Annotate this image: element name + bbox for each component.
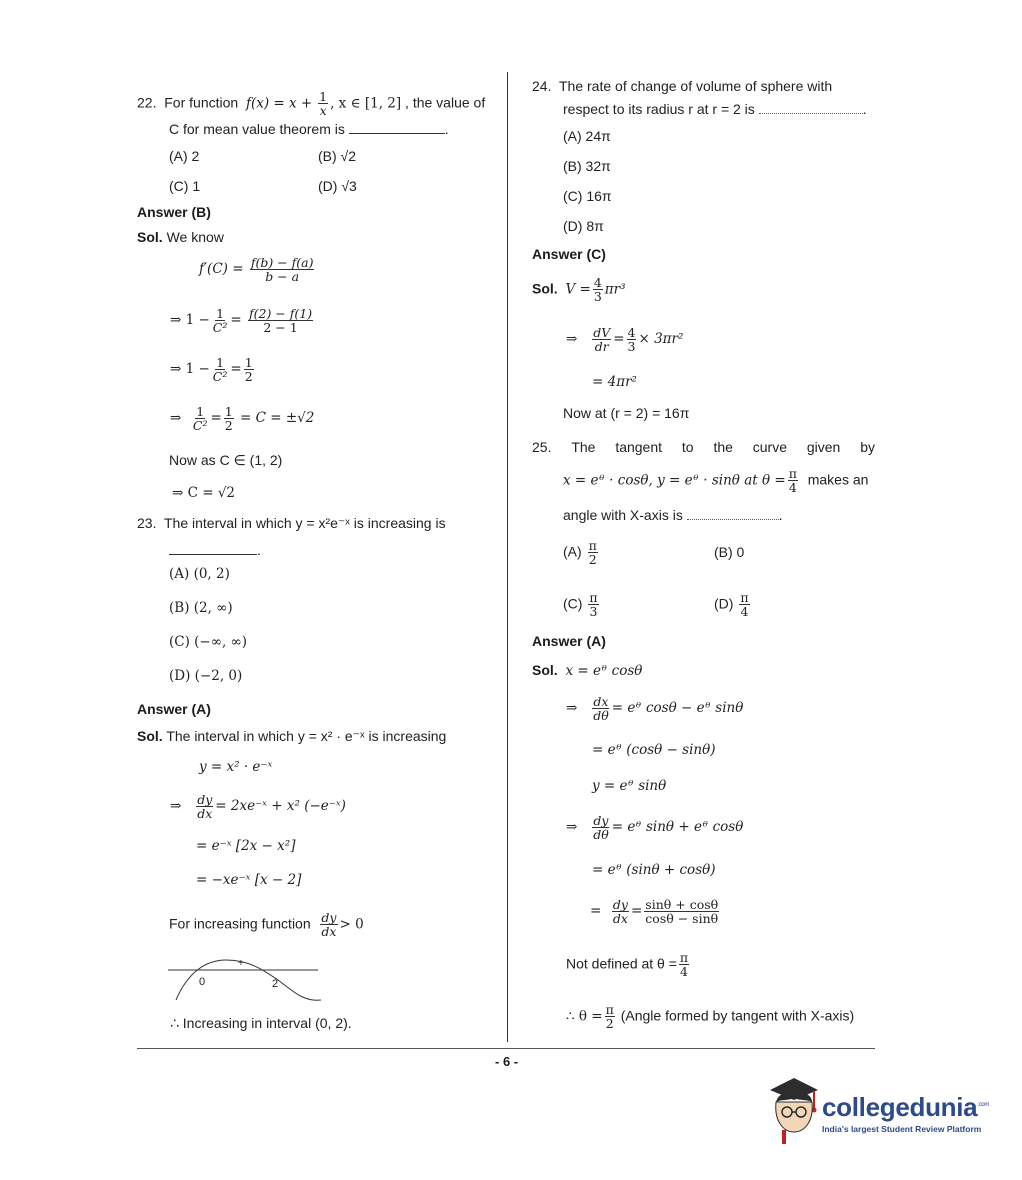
q23-answer: Answer (A): [137, 701, 211, 717]
q23-blank-line: .: [169, 542, 261, 557]
q22-step-3: ⇒ 1 − $\frac{1}{\text{C²}}$ = $\frac{1}{2}$: [170, 355, 253, 385]
q22-line2: C for mean value theorem is .: [169, 121, 449, 137]
q25-step-y: y = eᶿ sinθ: [592, 778, 667, 794]
q25-not-defined: Not defined at θ = $\frac{\pi}{4}$: [566, 950, 689, 980]
q25-option-b: (B) 0: [714, 544, 745, 560]
q23-option-b: (B) (2, ∞): [169, 600, 233, 616]
q23-option-a: (A) (0, 2): [169, 566, 230, 582]
q22-line1: 22. For function f(x) = x + $\frac{1}{x}$ , x ∈ [1, 2] , the value of: [137, 89, 486, 119]
q24-sol-v: Sol. V = $\frac{4}{3}$ πr³: [532, 275, 626, 305]
q25-answer: Answer (A): [532, 633, 606, 649]
q23-eq-3: = e⁻ˣ [2x − x²]: [196, 838, 296, 854]
q23-eq-1: y = x² · e⁻ˣ: [199, 759, 273, 775]
q23-option-c: (C) (−∞, ∞): [169, 634, 248, 650]
q24-line1: 24. The rate of change of volume of sphere with: [532, 78, 833, 94]
answer-blank: [349, 121, 445, 134]
answer-blank: [759, 101, 863, 114]
q25-step-slope: = $\frac{dy}{dx}$ = $\frac{\sin\theta + \cos\theta}{\cos\theta - \sin\theta}$: [590, 897, 719, 927]
q23-conclusion: ∴ Increasing in interval (0, 2).: [170, 1015, 352, 1031]
q24-option-a: (A) 24π: [563, 128, 611, 144]
q23-sol-line: Sol. The interval in which y = x² · e⁻ˣ is increasing: [137, 728, 447, 744]
q22-sol-line: Sol. We know: [137, 229, 224, 245]
q24-derivative-2: = 4πr²: [592, 374, 637, 390]
q25-line3: angle with X-axis is .: [563, 507, 783, 523]
q22-answer: Answer (B): [137, 204, 211, 220]
q24-derivative: ⇒ $\frac{dV}{dr}$ = $\frac{4}{3}$ × 3πr²: [566, 325, 684, 355]
q25-step-dy: ⇒ $\frac{dy}{d\theta}$ = eᶿ sinθ + eᶿ cosθ: [566, 813, 744, 843]
q25-step-dx: ⇒ $\frac{dx}{d\theta}$ = eᶿ cosθ − eᶿ sinθ: [566, 694, 744, 724]
q22-now-as: Now as C ∈ (1, 2): [169, 452, 283, 468]
q23-line1: 23. The interval in which y = x²e⁻ˣ is increasing is: [137, 515, 446, 531]
sign-graph: [166, 950, 326, 1010]
column-divider: [507, 72, 508, 1042]
q24-line2: respect to its radius r at r = 2 is .: [563, 101, 867, 117]
q24-option-d: (D) 8π: [563, 218, 604, 234]
graph-curve: [176, 960, 321, 1000]
graph-plus: +: [238, 958, 244, 969]
q25-option-c: (C) $\frac{\pi}{3}$: [563, 590, 598, 620]
q23-option-d: (D) (−2, 0): [169, 668, 243, 684]
q24-option-c: (C) 16π: [563, 188, 612, 204]
q25-step-dy-2: = eᶿ (sinθ + cosθ): [592, 862, 716, 878]
q22-final: ⇒ C = √2: [172, 485, 236, 501]
q25-theta: ∴ θ = $\frac{\pi}{2}$ (Angle formed by tangent with X-axis): [566, 1002, 855, 1032]
q23-eq-2: ⇒ $\frac{dy}{dx}$ = 2xe⁻ˣ + x² (−e⁻ˣ): [170, 792, 346, 822]
q22-step-1: f′(C) = $\frac{f(b) - f(a)}{b - a}$: [199, 255, 314, 285]
answer-blank: [687, 507, 779, 520]
answer-blank: [169, 542, 257, 555]
q25-line2: x = eᶿ · cosθ, y = eᶿ · sinθ at θ = $\frac{\pi}{4}$ makes an: [563, 466, 869, 496]
brand-logo[interactable]: collegedunia$^{.com}$: [822, 1092, 990, 1122]
q22-step-2: ⇒ 1 − $\frac{1}{\text{C²}}$ = $\frac{f(2) - f(1)}{2 - 1}$: [170, 306, 313, 336]
graph-two: 2: [272, 978, 279, 990]
q25-sol-line: Sol. x = eᶿ cosθ: [532, 662, 643, 679]
q22-step-4: ⇒ $\frac{1}{\text{C²}}$ = $\frac{1}{2}$ = C = ±√2: [170, 404, 315, 434]
q23-eq-4: = −xe⁻ˣ [x − 2]: [196, 872, 302, 888]
graph-zero: 0: [199, 976, 206, 988]
q22-frac-1-x: $\frac{1}{x}$: [319, 89, 328, 119]
q23-increasing: For increasing function $\frac{dy}{dx}$ > 0: [169, 910, 364, 940]
q22-option-d: (D) √3: [318, 178, 357, 194]
q25-step-dx-2: = eᶿ (cosθ − sinθ): [592, 742, 716, 758]
q22-option-a: (A) 2: [169, 148, 200, 164]
q25-option-d: (D) $\frac{\pi}{4}$: [714, 590, 749, 620]
q24-now-at: Now at (r = 2) = 16π: [563, 405, 690, 421]
mascot-icon: [764, 1074, 822, 1144]
page-number: - 6 -: [495, 1054, 519, 1069]
q24-option-b: (B) 32π: [563, 158, 611, 174]
q25-option-a: (A) $\frac{\pi}{2}$: [563, 538, 597, 568]
brand-tagline: India's largest Student Review Platform: [822, 1124, 982, 1134]
footer-rule: [137, 1048, 875, 1049]
q25-line1: 25. The tangent to the curve given by: [532, 439, 875, 455]
q22-option-b: (B) √2: [318, 148, 357, 164]
q22-option-c: (C) 1: [169, 178, 201, 194]
q24-answer: Answer (C): [532, 246, 606, 262]
